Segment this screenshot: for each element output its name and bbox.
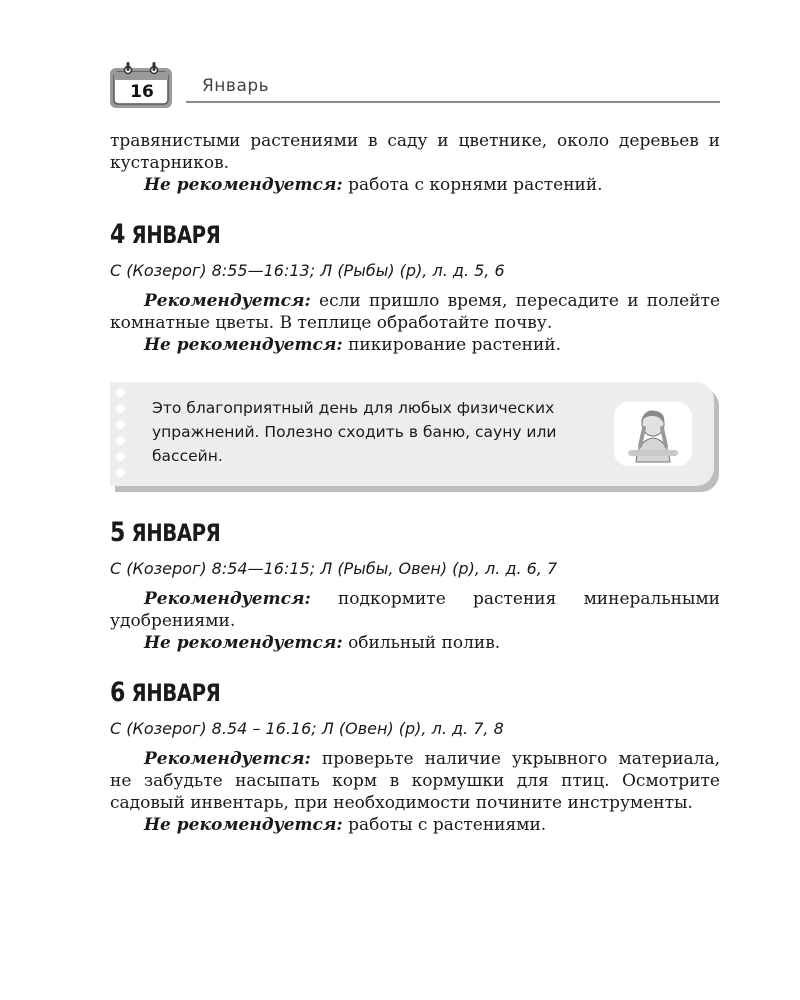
- not-recommended-paragraph: [110, 632, 720, 654]
- binder-hole: [116, 388, 125, 397]
- date-number: 4: [110, 219, 126, 250]
- running-header-month: Январь: [202, 76, 270, 96]
- astro-info: С (Козерог) 8:54—16:15; Л (Рыбы, Овен) (р), л. д. 6, 7: [110, 559, 558, 578]
- note-text: Это благоприятный день для любых физических упражнений. Полезно сходить в баню, сауну или бассейн.: [152, 399, 557, 465]
- recommended-text: проверьте наличие укрывного материала, не забудьте насыпать корм в кормушки для птиц. Осмотрите садовый инвентарь, при необходимости почините инструменты.: [110, 749, 720, 813]
- recommended-label: Рекомендуется:: [144, 589, 311, 609]
- date-month: ЯНВАРЯ: [131, 679, 221, 707]
- page-header: [108, 60, 720, 110]
- recommended-paragraph: [110, 748, 720, 814]
- astro-info: С (Козерог) 8:55—16:13; Л (Рыбы) (р), л. д. 5, 6: [110, 261, 505, 280]
- binder-hole: [116, 436, 125, 445]
- astro-info: С (Козерог) 8.54 – 16.16; Л (Овен) (р), л. д. 7, 8: [110, 719, 504, 738]
- header-rule: [186, 101, 720, 103]
- recommended-text: подкормите растения минеральными удобрениями.: [110, 589, 720, 631]
- binder-hole: [116, 452, 125, 461]
- date-heading-jan-4: [110, 220, 610, 250]
- recommended-paragraph: [110, 588, 720, 632]
- recommended-text: если пришло время, пересадите и полейте комнатные цветы. В теплице обработайте почву.: [110, 291, 720, 333]
- not-recommended-label: Не рекомендуется:: [144, 335, 343, 355]
- not-recommended-label: Не рекомендуется:: [144, 815, 343, 835]
- date-month: ЯНВАРЯ: [131, 221, 221, 249]
- not-recommended-text: работы с растениями.: [342, 815, 547, 835]
- date-month: ЯНВАРЯ: [131, 519, 221, 547]
- page-number: 16: [130, 82, 154, 102]
- not-recommended-label: Не рекомендуется:: [144, 633, 343, 653]
- not-recommended-paragraph: [110, 334, 720, 356]
- binder-hole: [116, 468, 125, 477]
- not-recommended-label: Не рекомендуется:: [144, 175, 343, 195]
- not-recommended-text: обильный полив.: [342, 633, 501, 653]
- binder-hole: [116, 404, 125, 413]
- intro-not-recommended: [110, 174, 720, 196]
- date-heading-jan-6: [110, 678, 610, 708]
- not-recommended-text: пикирование растений.: [342, 335, 562, 355]
- woman-exercising-icon: [614, 402, 692, 466]
- recommended-label: Рекомендуется:: [144, 749, 311, 769]
- date-number: 6: [110, 677, 126, 708]
- page-content: [110, 130, 720, 836]
- binder-hole: [116, 420, 125, 429]
- date-heading-jan-5: [110, 518, 610, 548]
- not-recommended-paragraph: [110, 814, 720, 836]
- recommended-paragraph: [110, 290, 720, 334]
- recommended-label: Рекомендуется:: [144, 291, 311, 311]
- tip-note-box: [110, 382, 722, 494]
- intro-paragraph: травянистыми растениями в саду и цветнике, около деревьев и кустарников.: [110, 131, 720, 173]
- date-number: 5: [110, 517, 126, 548]
- not-recommended-text: работа с корнями растений.: [342, 175, 603, 195]
